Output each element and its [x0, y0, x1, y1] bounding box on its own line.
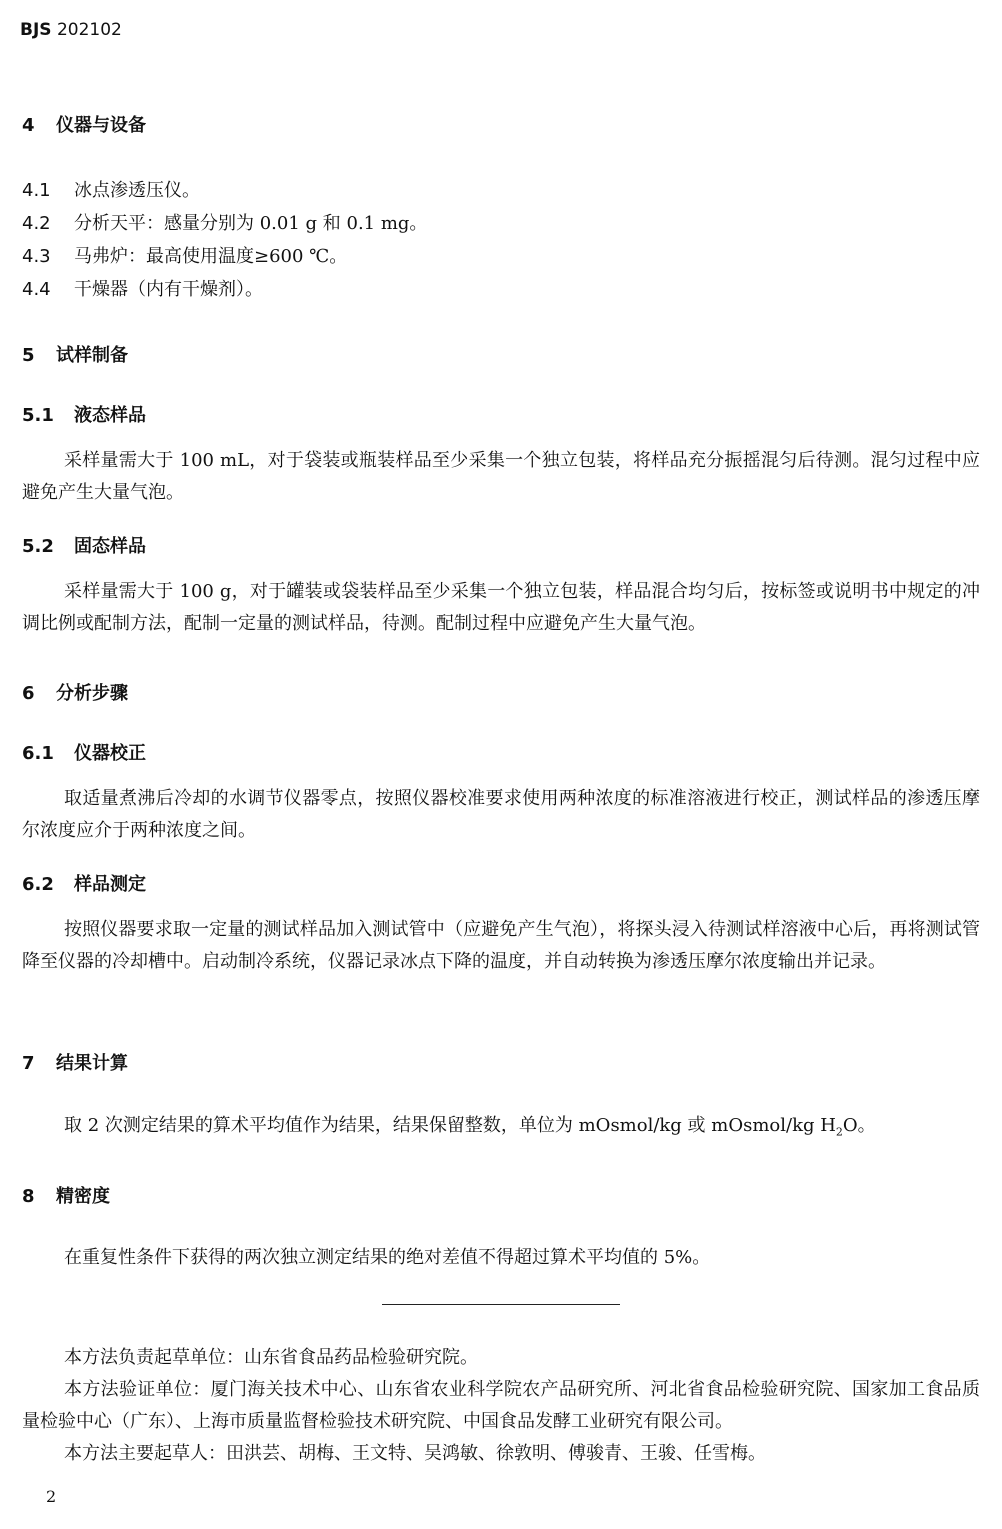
subsection-5-1-heading [22, 401, 146, 427]
section-title: 仪器与设备 [56, 115, 146, 136]
section-number: 8 [22, 1186, 35, 1207]
paragraph-7 [22, 1110, 980, 1149]
item-4-1 [22, 176, 200, 202]
item-text: 冰点渗透压仪。 [74, 180, 200, 201]
subsection-title: 仪器校正 [74, 743, 146, 764]
subsection-title: 固态样品 [74, 536, 146, 557]
section-title: 结果计算 [56, 1053, 128, 1074]
subsection-title: 液态样品 [74, 405, 146, 426]
subsection-5-2-heading [22, 532, 146, 558]
verification-units-note: 本方法验证单位：厦门海关技术中心、山东省农业科学院农产品研究所、河北省食品检验研究院、国家加工食品质量检验中心（广东）、上海市质量监督检验技术研究院、中国食品发酵工业研究有限公司。 [22, 1379, 980, 1432]
subscript-2: 2 [835, 1125, 843, 1139]
item-number: 4.1 [22, 180, 51, 201]
section-6-heading [22, 679, 128, 705]
item-4-4 [22, 275, 263, 301]
page-number: 2 [46, 1487, 57, 1506]
item-text: 马弗炉：最高使用温度≥600 ℃。 [74, 246, 348, 267]
section-7-heading [22, 1049, 128, 1075]
paragraph-6-1: 取适量煮沸后冷却的水调节仪器零点，按照仪器校准要求使用两种浓度的标准溶液进行校正，测试样品的渗透压摩尔浓度应介于两种浓度之间。 [22, 788, 980, 841]
document-header [20, 20, 122, 40]
drafters-note: 本方法主要起草人：田洪芸、胡梅、王文特、吴鸿敏、徐敦明、傅骏青、王骏、任雪梅。 [64, 1443, 766, 1464]
paragraph-6-2: 按照仪器要求取一定量的测试样品加入测试管中（应避免产生气泡），将探头浸入待测试样溶液中心后，再将测试管降至仪器的冷却槽中。启动制冷系统，仪器记录冰点下降的温度，并自动转换为渗透压摩尔浓度输出并记录。 [22, 919, 980, 972]
paragraph-8: 在重复性条件下获得的两次独立测定结果的绝对差值不得超过算术平均值的 5%。 [64, 1247, 711, 1268]
section-title: 精密度 [56, 1186, 110, 1207]
subsection-number: 5.2 [22, 536, 54, 557]
section-8-heading [22, 1182, 110, 1208]
section-number: 7 [22, 1053, 35, 1074]
item-text: 分析天平：感量分别为 0.01 g 和 0.1 mg。 [74, 213, 428, 234]
paragraph-5-2: 采样量需大于 100 g，对于罐装或袋装样品至少采集一个独立包装，样品混合均匀后，按标签或说明书中规定的冲调比例或配制方法，配制一定量的测试样品，待测。配制过程中应避免产生大量气泡。 [22, 581, 980, 634]
paragraph-7-text-end: O。 [842, 1115, 876, 1136]
item-text: 干燥器（内有干燥剂）。 [74, 279, 263, 300]
footer-divider [382, 1304, 620, 1305]
section-title: 试样制备 [56, 345, 128, 366]
item-4-2 [22, 209, 427, 235]
section-number: 4 [22, 115, 35, 136]
item-number: 4.4 [22, 279, 51, 300]
subsection-6-1-heading [22, 739, 146, 765]
subsection-number: 5.1 [22, 405, 54, 426]
section-title: 分析步骤 [56, 683, 128, 704]
section-5-heading [22, 341, 128, 367]
subsection-number: 6.1 [22, 743, 54, 764]
subsection-6-2-heading [22, 870, 146, 896]
paragraph-5-1: 采样量需大于 100 mL，对于袋装或瓶装样品至少采集一个独立包装，将样品充分振摇混匀后待测。混匀过程中应避免产生大量气泡。 [22, 450, 980, 503]
section-number: 5 [22, 345, 35, 366]
drafting-unit-note: 本方法负责起草单位：山东省食品药品检验研究院。 [64, 1347, 478, 1368]
standard-code: BJS [20, 20, 52, 40]
paragraph-7-text: 取 2 次测定结果的算术平均值作为结果，结果保留整数，单位为 mOsmol/kg 或 mOsmol/kg H [64, 1115, 836, 1136]
item-number: 4.3 [22, 246, 51, 267]
section-number: 6 [22, 683, 35, 704]
section-4-heading [22, 111, 146, 137]
subsection-title: 样品测定 [74, 874, 146, 895]
item-number: 4.2 [22, 213, 51, 234]
subsection-number: 6.2 [22, 874, 54, 895]
standard-number: 202102 [56, 20, 122, 40]
item-4-3 [22, 242, 347, 268]
